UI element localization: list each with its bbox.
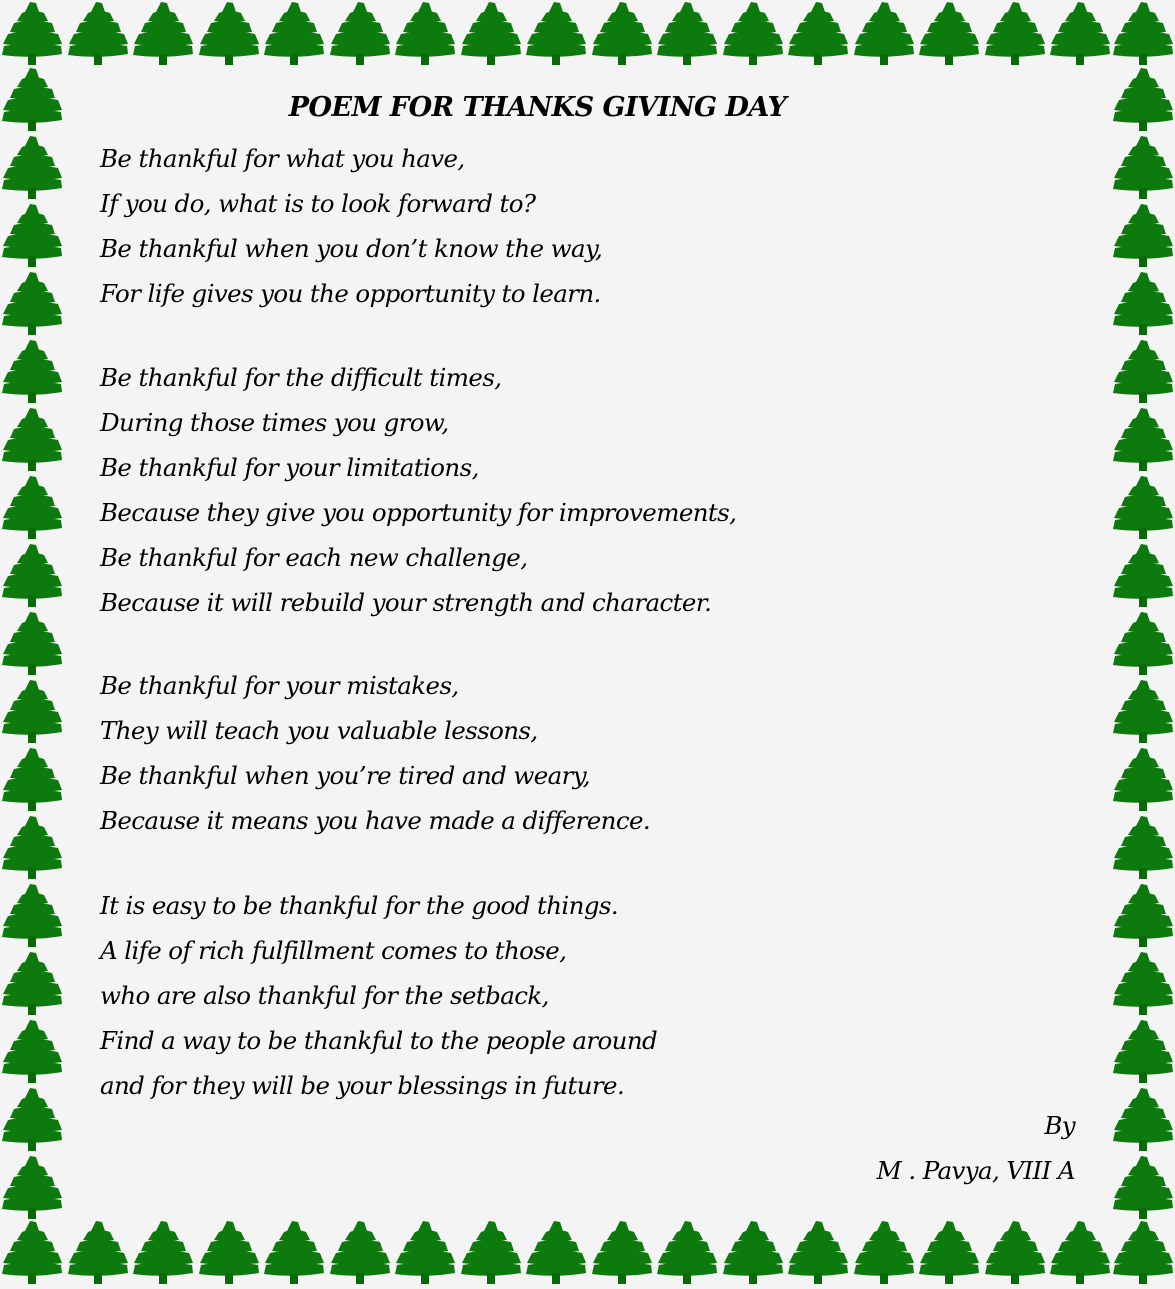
christmas-tree-icon bbox=[983, 1219, 1047, 1285]
signature-author: M . Pavya, VIII A bbox=[876, 1156, 1075, 1185]
christmas-tree-icon bbox=[1048, 0, 1112, 66]
christmas-tree-icon bbox=[852, 0, 916, 66]
poem-title: POEM FOR THANKS GIVING DAY bbox=[288, 92, 787, 123]
christmas-tree-icon bbox=[1048, 1219, 1112, 1285]
christmas-tree-icon bbox=[1111, 1154, 1175, 1220]
christmas-tree-icon bbox=[131, 0, 195, 66]
christmas-tree-icon bbox=[0, 746, 64, 812]
poem-line: They will teach you valuable lessons, bbox=[100, 716, 538, 745]
christmas-tree-icon bbox=[524, 1219, 588, 1285]
christmas-tree-icon bbox=[0, 338, 64, 404]
christmas-tree-icon bbox=[1111, 202, 1175, 268]
christmas-tree-icon bbox=[1111, 0, 1175, 66]
poem-line: Be thankful for what you have, bbox=[100, 144, 465, 173]
christmas-tree-icon bbox=[1111, 1086, 1175, 1152]
christmas-tree-icon bbox=[0, 134, 64, 200]
poem-line: Be thankful for each new challenge, bbox=[100, 543, 528, 572]
christmas-tree-icon bbox=[1111, 542, 1175, 608]
christmas-tree-icon bbox=[0, 542, 64, 608]
christmas-tree-icon bbox=[0, 202, 64, 268]
christmas-tree-icon bbox=[1111, 1018, 1175, 1084]
christmas-tree-icon bbox=[0, 0, 64, 66]
stanza-2 bbox=[100, 355, 1000, 625]
christmas-tree-icon bbox=[0, 406, 64, 472]
christmas-tree-icon bbox=[197, 1219, 261, 1285]
christmas-tree-icon bbox=[721, 0, 785, 66]
christmas-tree-icon bbox=[328, 1219, 392, 1285]
poem-line: Be thankful when you don’t know the way, bbox=[100, 234, 603, 263]
christmas-tree-icon bbox=[590, 0, 654, 66]
poem-line: who are also thankful for the setback, bbox=[100, 981, 549, 1010]
christmas-tree-icon bbox=[0, 950, 64, 1016]
christmas-tree-icon bbox=[197, 0, 261, 66]
christmas-tree-icon bbox=[1111, 338, 1175, 404]
christmas-tree-icon bbox=[1111, 270, 1175, 336]
poem-line: Be thankful when you’re tired and weary, bbox=[100, 761, 590, 790]
christmas-tree-icon bbox=[917, 1219, 981, 1285]
christmas-tree-icon bbox=[917, 0, 981, 66]
christmas-tree-icon bbox=[655, 1219, 719, 1285]
poem-line: For life gives you the opportunity to learn. bbox=[100, 279, 601, 308]
poem-line: Find a way to be thankful to the people around bbox=[100, 1026, 658, 1055]
poem-line: and for they will be your blessings in future. bbox=[100, 1071, 625, 1100]
christmas-tree-icon bbox=[0, 270, 64, 336]
christmas-tree-icon bbox=[1111, 1219, 1175, 1285]
christmas-tree-icon bbox=[0, 814, 64, 880]
poem-line: A life of rich fulfillment comes to those, bbox=[100, 936, 567, 965]
christmas-tree-icon bbox=[1111, 66, 1175, 132]
christmas-tree-icon bbox=[393, 1219, 457, 1285]
poem-line: Because it means you have made a difference. bbox=[100, 806, 651, 835]
stanza-4 bbox=[100, 883, 1000, 1108]
christmas-tree-icon bbox=[0, 66, 64, 132]
christmas-tree-icon bbox=[393, 0, 457, 66]
christmas-tree-icon bbox=[0, 610, 64, 676]
christmas-tree-icon bbox=[721, 1219, 785, 1285]
christmas-tree-icon bbox=[1111, 134, 1175, 200]
poem-line: Be thankful for your mistakes, bbox=[100, 671, 459, 700]
christmas-tree-icon bbox=[0, 1154, 64, 1220]
christmas-tree-icon bbox=[1111, 678, 1175, 744]
poem-line: During those times you grow, bbox=[100, 408, 449, 437]
christmas-tree-icon bbox=[0, 882, 64, 948]
stanza-1 bbox=[100, 136, 1000, 316]
christmas-tree-icon bbox=[0, 1086, 64, 1152]
christmas-tree-icon bbox=[262, 1219, 326, 1285]
christmas-tree-icon bbox=[0, 474, 64, 540]
christmas-tree-icon bbox=[459, 0, 523, 66]
christmas-tree-icon bbox=[655, 0, 719, 66]
christmas-tree-icon bbox=[786, 0, 850, 66]
christmas-tree-icon bbox=[0, 1219, 64, 1285]
christmas-tree-icon bbox=[524, 0, 588, 66]
stanza-3 bbox=[100, 663, 1000, 843]
poem-line: Be thankful for your limitations, bbox=[100, 453, 479, 482]
christmas-tree-icon bbox=[1111, 474, 1175, 540]
christmas-tree-icon bbox=[852, 1219, 916, 1285]
poem-line: Because it will rebuild your strength and character. bbox=[100, 588, 712, 617]
christmas-tree-icon bbox=[0, 678, 64, 744]
christmas-tree-icon bbox=[1111, 882, 1175, 948]
signature-by: By bbox=[1044, 1111, 1075, 1140]
christmas-tree-icon bbox=[1111, 950, 1175, 1016]
poem-line: Because they give you opportunity for improvements, bbox=[100, 498, 737, 527]
christmas-tree-icon bbox=[983, 0, 1047, 66]
poem-line: Be thankful for the difficult times, bbox=[100, 363, 502, 392]
poem-line: It is easy to be thankful for the good things. bbox=[100, 891, 619, 920]
christmas-tree-icon bbox=[66, 0, 130, 66]
poem-line: If you do, what is to look forward to? bbox=[100, 189, 536, 218]
poem-content bbox=[100, 86, 1075, 1196]
christmas-tree-icon bbox=[66, 1219, 130, 1285]
christmas-tree-icon bbox=[786, 1219, 850, 1285]
christmas-tree-icon bbox=[262, 0, 326, 66]
christmas-tree-icon bbox=[1111, 610, 1175, 676]
christmas-tree-icon bbox=[328, 0, 392, 66]
christmas-tree-icon bbox=[590, 1219, 654, 1285]
christmas-tree-icon bbox=[1111, 746, 1175, 812]
christmas-tree-icon bbox=[131, 1219, 195, 1285]
christmas-tree-icon bbox=[1111, 814, 1175, 880]
christmas-tree-icon bbox=[1111, 406, 1175, 472]
christmas-tree-icon bbox=[459, 1219, 523, 1285]
christmas-tree-icon bbox=[0, 1018, 64, 1084]
